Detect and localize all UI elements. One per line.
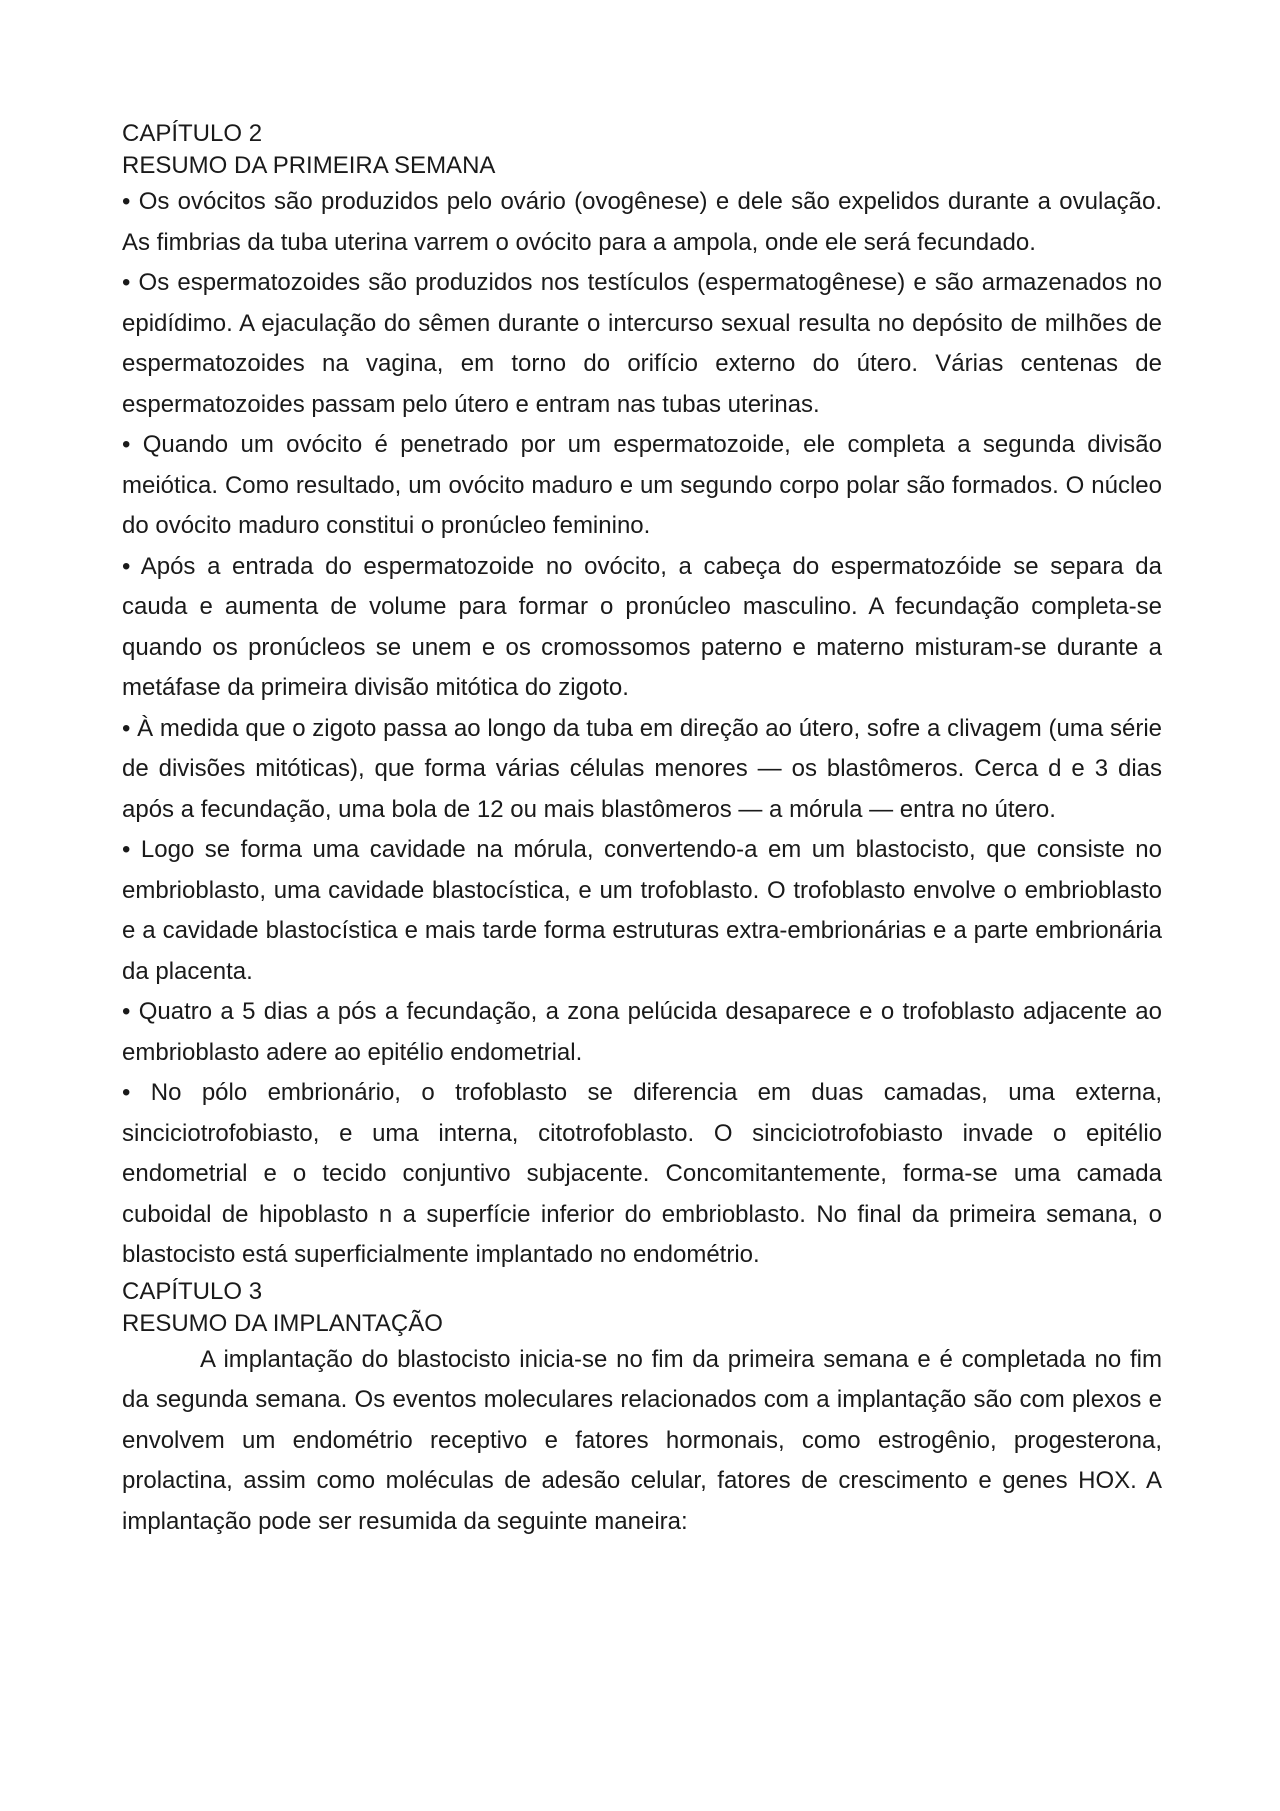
bullet-paragraph: • No pólo embrionário, o trofoblasto se diferencia em duas camadas, uma externa, sinciciotrofobiasto, e uma interna, citotrofoblasto. O sinciciotrofobiasto invade o epitélio endometrial e o tecido conjuntivo subjacente. Concomitantemente, forma-se uma camada cuboidal de hipoblasto n a superfície inferior do embrioblasto. No final da primeira semana, o blastocisto está superficialmente implantado no endométrio. <box>122 1079 1162 1268</box>
document-page <box>122 118 1162 1542</box>
bullet-paragraph: • Quatro a 5 dias a pós a fecundação, a zona pelúcida desaparece e o trofoblasto adjacente ao embrioblasto adere ao epitélio endometrial. <box>122 998 1162 1066</box>
bullet-paragraph: • Logo se forma uma cavidade na mórula, convertendo-a em um blastocisto, que consiste no embrioblasto, uma cavidade blastocística, e um trofoblasto. O trofoblasto envolve o embrioblasto e a cavidade blastocística e mais tarde forma estruturas extra-embrionárias e a parte embrionária da placenta. <box>122 836 1162 985</box>
bullet-paragraph: • Quando um ovócito é penetrado por um espermatozoide, ele completa a segunda divisão meiótica. Como resultado, um ovócito maduro e um segundo corpo polar são formados. O núcleo do ovócito maduro constitui o pronúcleo feminino. <box>122 431 1162 539</box>
bullet-paragraph: • À medida que o zigoto passa ao longo da tuba em direção ao útero, sofre a clivagem (uma série de divisões mitóticas), que forma várias células menores — os blastômeros. Cerca d e 3 dias após a fecundação, uma bola de 12 ou mais blastômeros — a mórula — entra no útero. <box>122 714 1162 823</box>
bullet-paragraph: • Os ovócitos são produzidos pelo ovário (ovogênese) e dele são expelidos durante a ovulação. As fimbrias da tuba uterina varrem o ovócito para a ampola, onde ele será fecundado. <box>122 188 1162 256</box>
bullet-paragraph: • Após a entrada do espermatozoide no ovócito, a cabeça do espermatozóide se separa da cauda e aumenta de volume para formar o pronúcleo masculino. A fecundação completa-se quando os pronúcleos se unem e os cromossomos paterno e materno misturam-se durante a metáfase da primeira divisão mitótica do zigoto. <box>122 552 1162 701</box>
chapter-2-title: CAPÍTULO 2 <box>122 120 263 147</box>
chapter-2-subtitle: RESUMO DA PRIMEIRA SEMANA <box>122 152 496 179</box>
chapter-3-subtitle: RESUMO DA IMPLANTAÇÃO <box>122 1309 443 1337</box>
bullet-paragraph: • Os espermatozoides são produzidos nos testículos (espermatogênese) e são armazenados no epidídimo. A ejaculação do sêmen durante o intercurso sexual resulta no depósito de milhões de espermatozoides na vagina, em torno do orifício externo do útero. Várias centenas de espermatozoides passam pelo útero e entram nas tubas uterinas. <box>122 269 1162 418</box>
chapter-3-title: CAPÍTULO 3 <box>122 1277 263 1305</box>
implantation-paragraph: A implantação do blastocisto inicia-se no fim da primeira semana e é completada no fim da segunda semana. Os eventos moleculares relacionados com a implantação são com plexos e envolvem um endométrio receptivo e fatores hormonais, como estrogênio, progesterona, prolactina, assim como moléculas de adesão celular, fatores de crescimento e genes HOX. A implantação pode ser resumida da seguinte maneira: <box>122 1345 1162 1535</box>
